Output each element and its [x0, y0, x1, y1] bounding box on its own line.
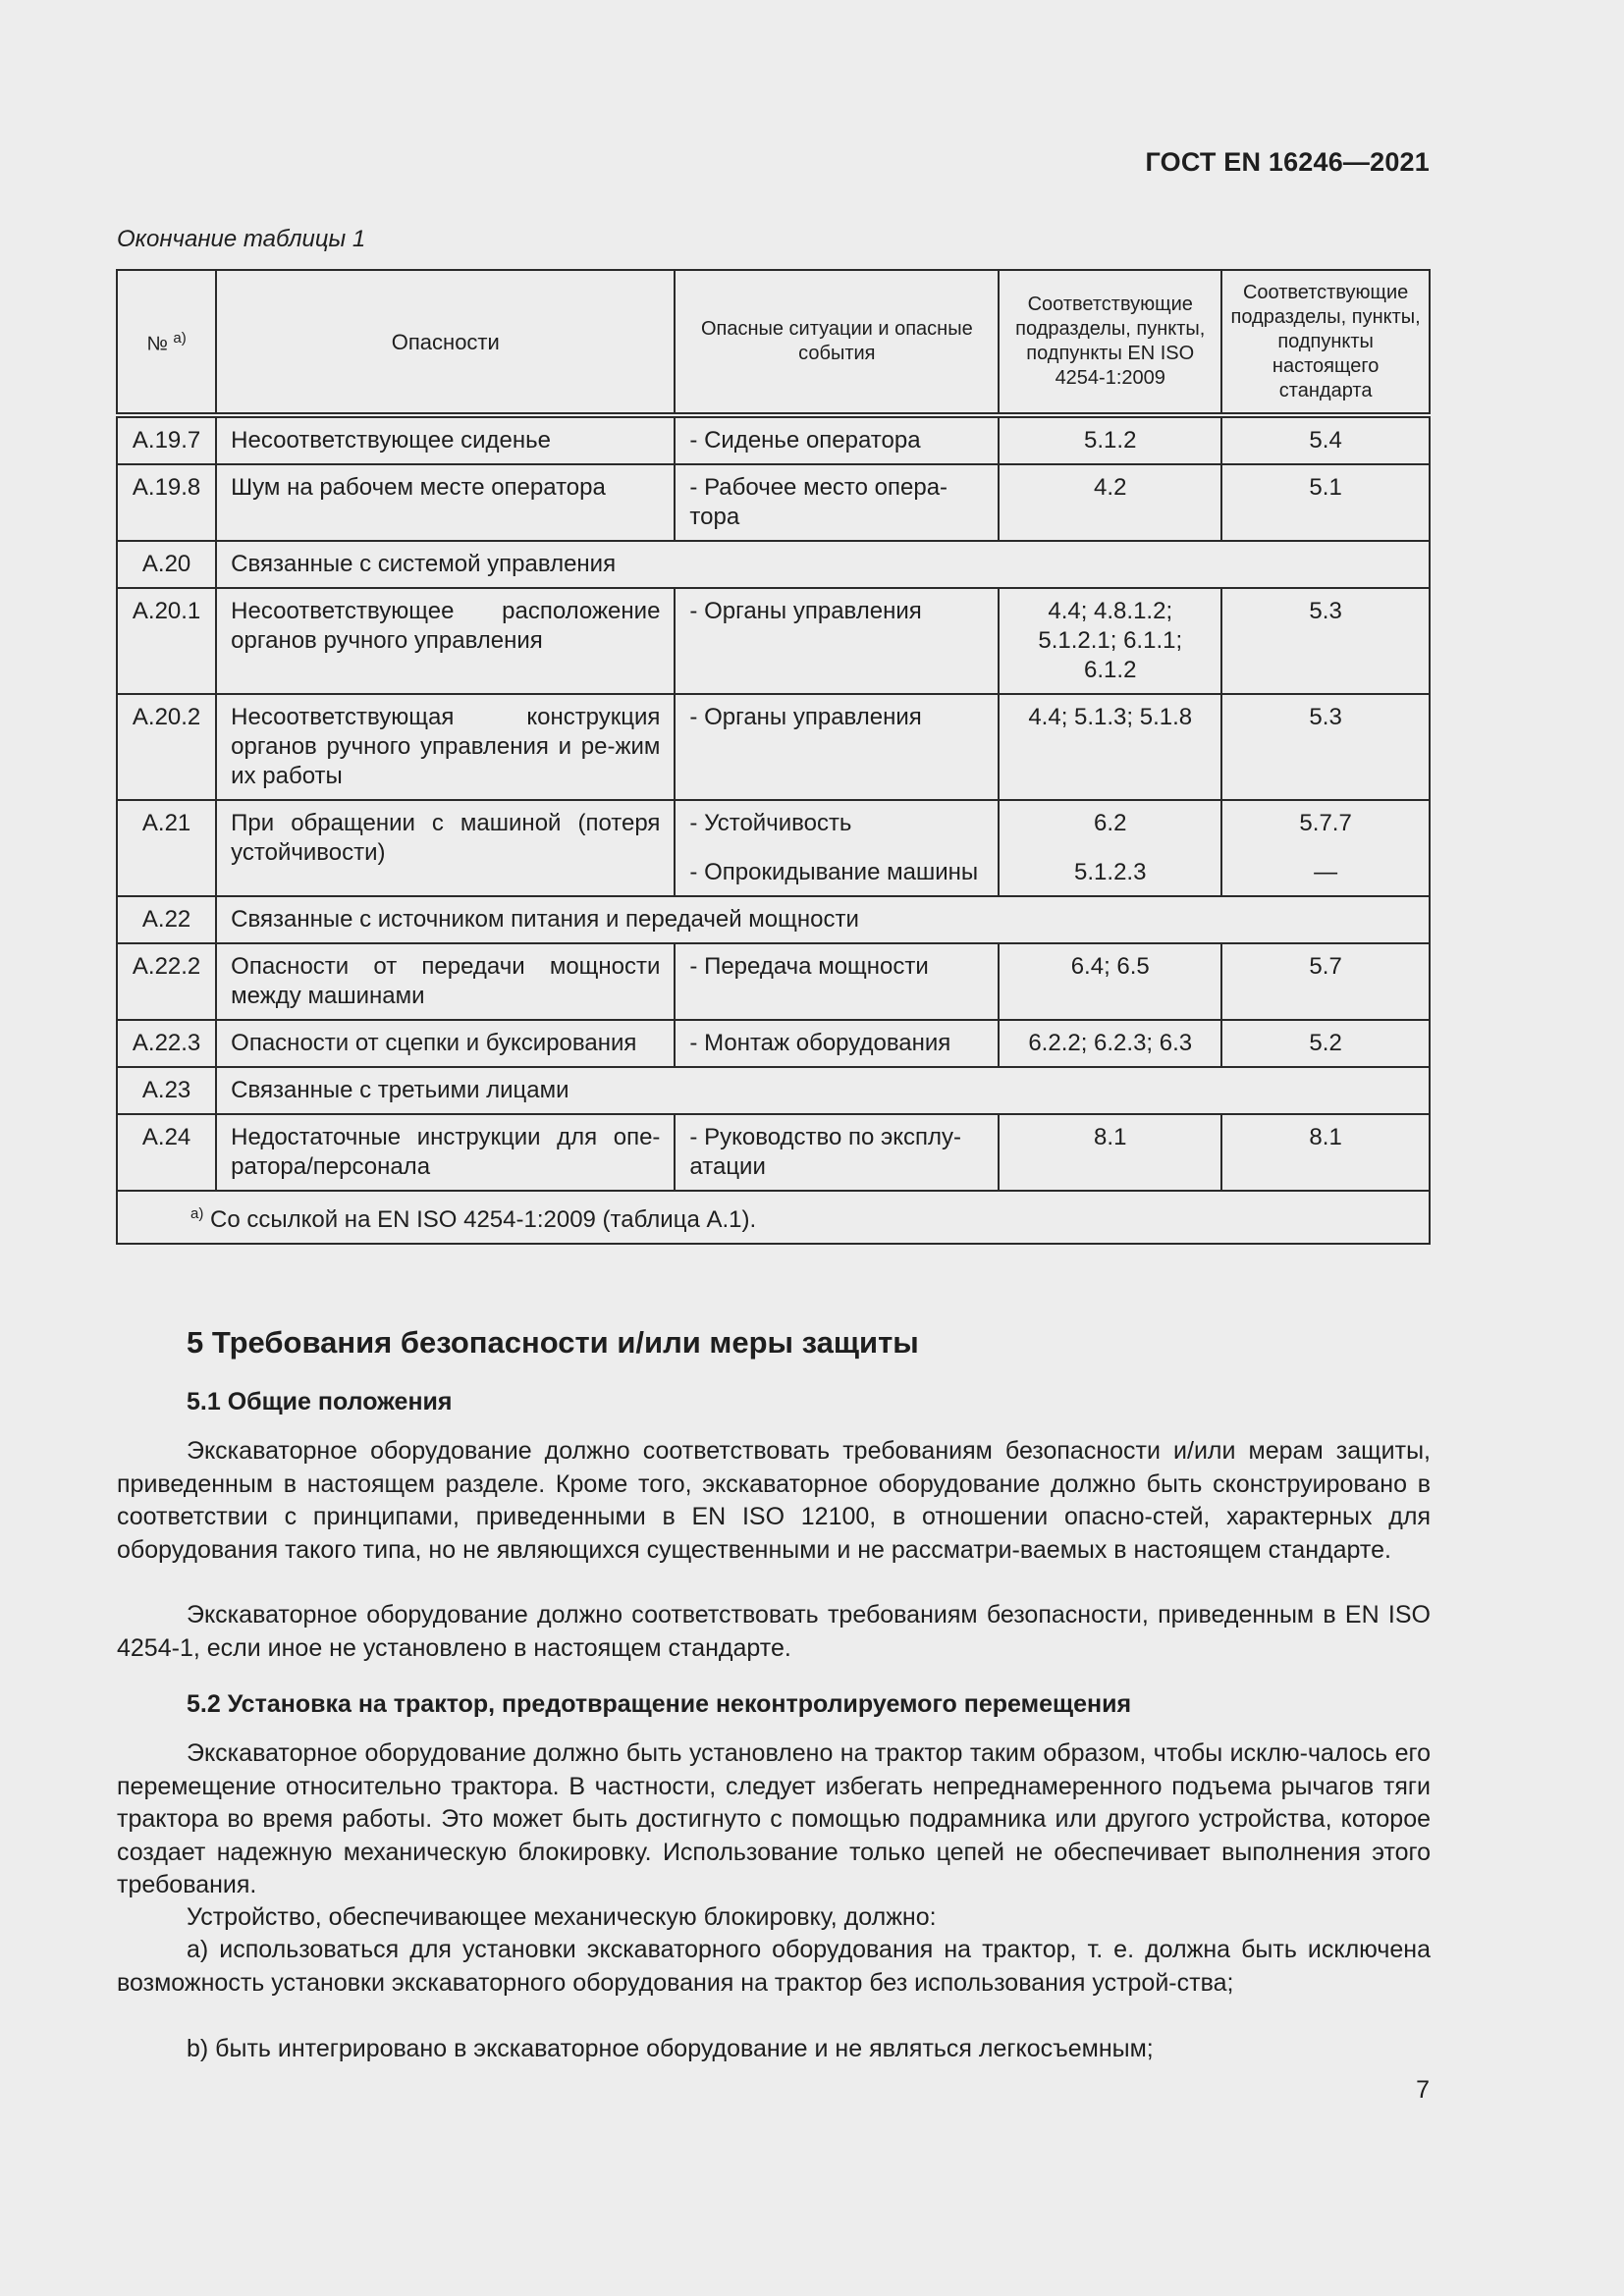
page-number: 7 — [1416, 2076, 1430, 2104]
row-group-title: Связанные с третьими лицами — [216, 1067, 1430, 1114]
row-situation: - Сиденье оператора — [675, 415, 999, 464]
row-iso-ref: 6.4; 6.5 — [999, 943, 1221, 1020]
row-hazard: Опасности от сцепки и буксирования — [216, 1020, 675, 1067]
header-situations: Опасные ситуации и опасные события — [675, 270, 999, 415]
std-ref-line: 5.7.7 — [1299, 810, 1352, 836]
table-footnote-row — [117, 1191, 1430, 1244]
situation-line: - Опрокидывание машины — [689, 859, 979, 885]
situation-line: - Устойчивость — [689, 810, 852, 836]
row-std-ref: 8.1 — [1221, 1114, 1430, 1191]
table-group-row — [117, 896, 1430, 943]
table-row — [117, 1114, 1430, 1191]
row-situation — [675, 800, 999, 896]
section-5-title: 5 Требования безопасности и/или меры защиты — [187, 1325, 919, 1360]
header-num: № $^{а)}$ — [117, 270, 216, 415]
row-situation: - Руководство по эксплу-атации — [675, 1114, 999, 1191]
table-header-row — [117, 270, 1430, 415]
row-iso-ref: 4.2 — [999, 464, 1221, 541]
section-5-1-title: 5.1 Общие положения — [187, 1388, 453, 1415]
row-num: A.23 — [117, 1067, 216, 1114]
row-hazard: Несоответствующее сиденье — [216, 415, 675, 464]
std-ref-line: — — [1314, 859, 1338, 885]
row-num: A.20.1 — [117, 588, 216, 694]
row-std-ref: 5.2 — [1221, 1020, 1430, 1067]
footnote-ref: а) — [173, 330, 187, 347]
row-group-title: Связанные с системой управления — [216, 541, 1430, 588]
row-num: A.19.8 — [117, 464, 216, 541]
header-std-refs: Соответствующие подразделы, пункты, подпункты настоящего стандарта — [1221, 270, 1430, 415]
row-num: A.20.2 — [117, 694, 216, 800]
section-5-2-paragraph-1: Экскаваторное оборудование должно быть установлено на трактор таким образом, чтобы исклю-чалось его перемещение относительно трактора. В частности, следует избегать непреднамеренного подъема рычагов тяги трактора во время работы. Это может быть достигнуто с помощью подрамника или другого устройства, которое создает надежную механическую блокировку. Использование только цепей не обеспечивает выполнения этого требования. — [117, 1739, 1431, 1898]
row-hazard: При обращении с машиной (потеря устойчивости) — [216, 800, 675, 896]
row-iso-ref: 5.1.2 — [999, 415, 1221, 464]
row-std-ref: 5.3 — [1221, 588, 1430, 694]
footnote-text: Со ссылкой на EN ISO 4254-1:2009 (таблица А.1). — [210, 1206, 757, 1233]
row-situation: - Рабочее место опера-тора — [675, 464, 999, 541]
row-situation: - Передача мощности — [675, 943, 999, 1020]
iso-ref-line: 5.1.2.3 — [1074, 859, 1147, 885]
table-caption: Окончание таблицы 1 — [117, 226, 366, 252]
table-group-row — [117, 1067, 1430, 1114]
table-row — [117, 694, 1430, 800]
section-5-2-title: 5.2 Установка на трактор, предотвращение неконтролируемого перемещения — [187, 1690, 1132, 1718]
table-row — [117, 415, 1430, 464]
section-5-1-paragraph-2: Экскаваторное оборудование должно соответствовать требованиям безопасности, приведенным в EN ISO 4254-1, если иное не установлено в настоящем стандарте. — [117, 1601, 1431, 1662]
row-hazard: Несоответствующая конструкция органов ручного управления и ре-жим их работы — [216, 694, 675, 800]
footnote-mark: а) — [190, 1205, 204, 1222]
document-id: ГОСТ EN 16246—2021 — [1145, 147, 1430, 177]
row-situation: - Органы управления — [675, 694, 999, 800]
section-5-2-item-b: b) быть интегрировано в экскаваторное оборудование и не являться легкосъемным; — [187, 2035, 1154, 2062]
row-num: A.22.3 — [117, 1020, 216, 1067]
row-situation: - Органы управления — [675, 588, 999, 694]
row-hazard: Опасности от передачи мощности между машинами — [216, 943, 675, 1020]
table-row — [117, 1020, 1430, 1067]
table-row — [117, 943, 1430, 1020]
row-std-ref: 5.3 — [1221, 694, 1430, 800]
row-iso-ref: 6.2.2; 6.2.3; 6.3 — [999, 1020, 1221, 1067]
row-num: A.22 — [117, 896, 216, 943]
row-iso-ref — [999, 800, 1221, 896]
iso-ref-line: 6.2 — [1094, 810, 1127, 836]
row-hazard: Шум на рабочем месте оператора — [216, 464, 675, 541]
row-std-ref — [1221, 800, 1430, 896]
row-hazard: Недостаточные инструкции для опе-ратора/персонала — [216, 1114, 675, 1191]
table-footnote — [117, 1191, 1430, 1244]
table-row — [117, 464, 1430, 541]
header-hazards: Опасности — [216, 270, 675, 415]
row-num: A.20 — [117, 541, 216, 588]
row-std-ref: 5.4 — [1221, 415, 1430, 464]
section-5-1-paragraph-1: Экскаваторное оборудование должно соответствовать требованиям безопасности и/или мерам защиты, приведенным в настоящем разделе. Кроме того, экскаваторное оборудование должно быть сконструировано в соответствии с принципами, приведенными в EN ISO 12100, в отношении опасно-стей, характерных для оборудования такого типа, но не являющихся существенными и не рассматри-ваемых в настоящем стандарте. — [117, 1437, 1431, 1564]
row-iso-ref: 4.4; 4.8.1.2; 5.1.2.1; 6.1.1; 6.1.2 — [999, 588, 1221, 694]
row-num: A.24 — [117, 1114, 216, 1191]
row-num: A.21 — [117, 800, 216, 896]
row-iso-ref: 4.4; 5.1.3; 5.1.8 — [999, 694, 1221, 800]
table-group-row — [117, 541, 1430, 588]
row-iso-ref: 8.1 — [999, 1114, 1221, 1191]
section-5-2-paragraph-2: Устройство, обеспечивающее механическую блокировку, должно: — [187, 1903, 937, 1931]
table-row — [117, 588, 1430, 694]
row-group-title: Связанные с источником питания и передачей мощности — [216, 896, 1430, 943]
row-situation: - Монтаж оборудования — [675, 1020, 999, 1067]
table-row — [117, 800, 1430, 896]
row-num: A.22.2 — [117, 943, 216, 1020]
row-std-ref: 5.1 — [1221, 464, 1430, 541]
hazards-table — [116, 269, 1431, 1245]
row-hazard: Несоответствующее расположение органов ручного управления — [216, 588, 675, 694]
row-num: A.19.7 — [117, 415, 216, 464]
section-5-2-item-a: а) использоваться для установки экскаваторного оборудования на трактор, т. е. должна быть исключена возможность установки экскаваторного оборудования на трактор без использования устрой-ства; — [117, 1936, 1431, 1997]
row-std-ref: 5.7 — [1221, 943, 1430, 1020]
header-iso-refs: Соответствующие подразделы, пункты, подпункты EN ISO 4254-1:2009 — [999, 270, 1221, 415]
